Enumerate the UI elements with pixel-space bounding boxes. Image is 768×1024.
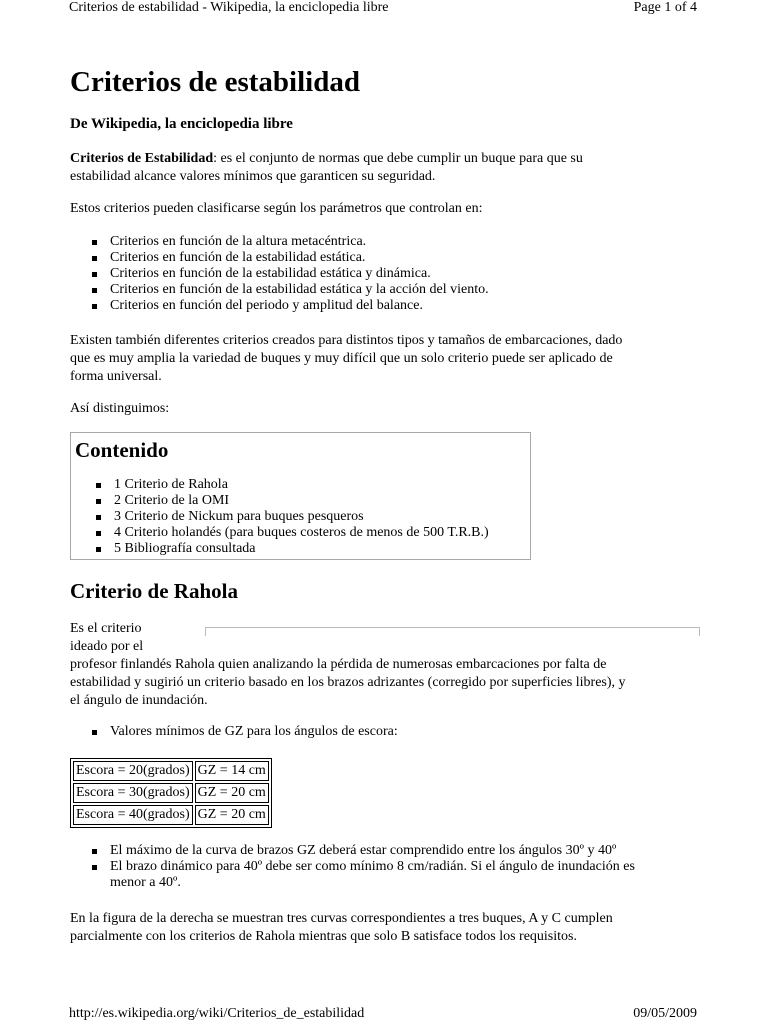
toc-list [94, 477, 489, 557]
list-item-line: El brazo dinámico para 40º debe ser como mínimo 8 cm/radián. Si el ángulo de inundación es [110, 859, 635, 874]
print-header-title: Criterios de estabilidad - Wikipedia, la enciclopedia libre [69, 0, 389, 15]
toc-item-rahola[interactable]: 1 Criterio de Rahola [94, 477, 489, 493]
intro-text-line-2: estabilidad alcance valores mínimos que garanticen su seguridad. [70, 169, 436, 184]
table-cell: Escora = 20(grados) [73, 761, 193, 781]
intro-text: : es el conjunto de normas que debe cumplir un buque para que su [213, 151, 583, 166]
figure-paragraph [70, 910, 613, 946]
table-row [73, 761, 269, 781]
other-criteria-paragraph [70, 332, 622, 386]
paragraph-line: estabilidad y sugirió un criterio basado en los brazos adrizantes (corregido por superficies libres), y [70, 675, 626, 690]
criteria-list [90, 234, 489, 314]
table-of-contents [70, 432, 531, 560]
table-cell: GZ = 20 cm [195, 783, 269, 803]
list-item: Criterios en función de la estabilidad estática. [90, 250, 489, 266]
section-heading-rahola: Criterio de Rahola [70, 579, 238, 603]
gz-values-table [70, 758, 272, 828]
print-page-number: Page 1 of 4 [633, 0, 697, 15]
paragraph-line: forma universal. [70, 369, 162, 384]
intro-term: Criterios de Estabilidad [70, 151, 214, 166]
requirements-list [90, 843, 635, 891]
list-item: Criterios en función de la estabilidad estática y la acción del viento. [90, 282, 489, 298]
table-cell: Escora = 40(grados) [73, 805, 193, 825]
site-subtitle: De Wikipedia, la enciclopedia libre [70, 116, 293, 132]
figure-frame [205, 627, 700, 636]
toc-item-nickum[interactable]: 3 Criterio de Nickum para buques pesqueros [94, 509, 489, 525]
list-item: Criterios en función de la estabilidad estática y dinámica. [90, 266, 489, 282]
print-footer-url: http://es.wikipedia.org/wiki/Criterios_de_estabilidad [69, 1006, 365, 1021]
table-cell: GZ = 14 cm [195, 761, 269, 781]
page-title: Criterios de estabilidad [70, 66, 360, 98]
rahola-paragraph [70, 656, 626, 710]
paragraph-line: que es muy amplia la variedad de buques y muy difícil que un solo criterio puede ser aplicado de [70, 351, 613, 366]
intro-paragraph [70, 150, 583, 186]
classify-paragraph: Estos criterios pueden clasificarse según los parámetros que controlan en: [70, 201, 483, 216]
list-item: Valores mínimos de GZ para los ángulos de escora: [90, 724, 398, 740]
print-header [69, 0, 697, 16]
table-cell: Escora = 30(grados) [73, 783, 193, 803]
list-item: Criterios en función de la altura metacéntrica. [90, 234, 489, 250]
print-footer [69, 1006, 697, 1022]
toc-item-bibliografia[interactable]: 5 Bibliografía consultada [94, 541, 489, 557]
list-item [90, 859, 635, 891]
list-item: Criterios en función del periodo y amplitud del balance. [90, 298, 489, 314]
distinguish-paragraph: Así distinguimos: [70, 401, 170, 416]
paragraph-line: el ángulo de inundación. [70, 693, 208, 708]
gz-intro-list [90, 724, 398, 740]
table-row [73, 783, 269, 803]
paragraph-line: parcialmente con los criterios de Rahola mientras que solo B satisface todos los requisitos. [70, 929, 577, 944]
list-item: El máximo de la curva de brazos GZ deberá estar comprendido entre los ángulos 30º y 40º [90, 843, 635, 859]
toc-title: Contenido [75, 438, 169, 462]
paragraph-line: Es el criterio [70, 621, 142, 636]
paragraph-line: profesor finlandés Rahola quien analizando la pérdida de numerosas embarcaciones por falta de [70, 657, 607, 672]
toc-item-omi[interactable]: 2 Criterio de la OMI [94, 493, 489, 509]
paragraph-line: Existen también diferentes criterios creados para distintos tipos y tamaños de embarcaciones, dado [70, 333, 623, 348]
paragraph-line: ideado por el [70, 639, 144, 654]
table-row [73, 805, 269, 825]
list-item-line: menor a 40º. [110, 875, 181, 890]
rahola-narrow-text [70, 620, 143, 656]
print-footer-date: 09/05/2009 [633, 1006, 697, 1021]
paragraph-line: En la figura de la derecha se muestran tres curvas correspondientes a tres buques, A y C cumplen [70, 911, 613, 926]
toc-item-holandes[interactable]: 4 Criterio holandés (para buques costeros de menos de 500 T.R.B.) [94, 525, 489, 541]
table-cell: GZ = 20 cm [195, 805, 269, 825]
